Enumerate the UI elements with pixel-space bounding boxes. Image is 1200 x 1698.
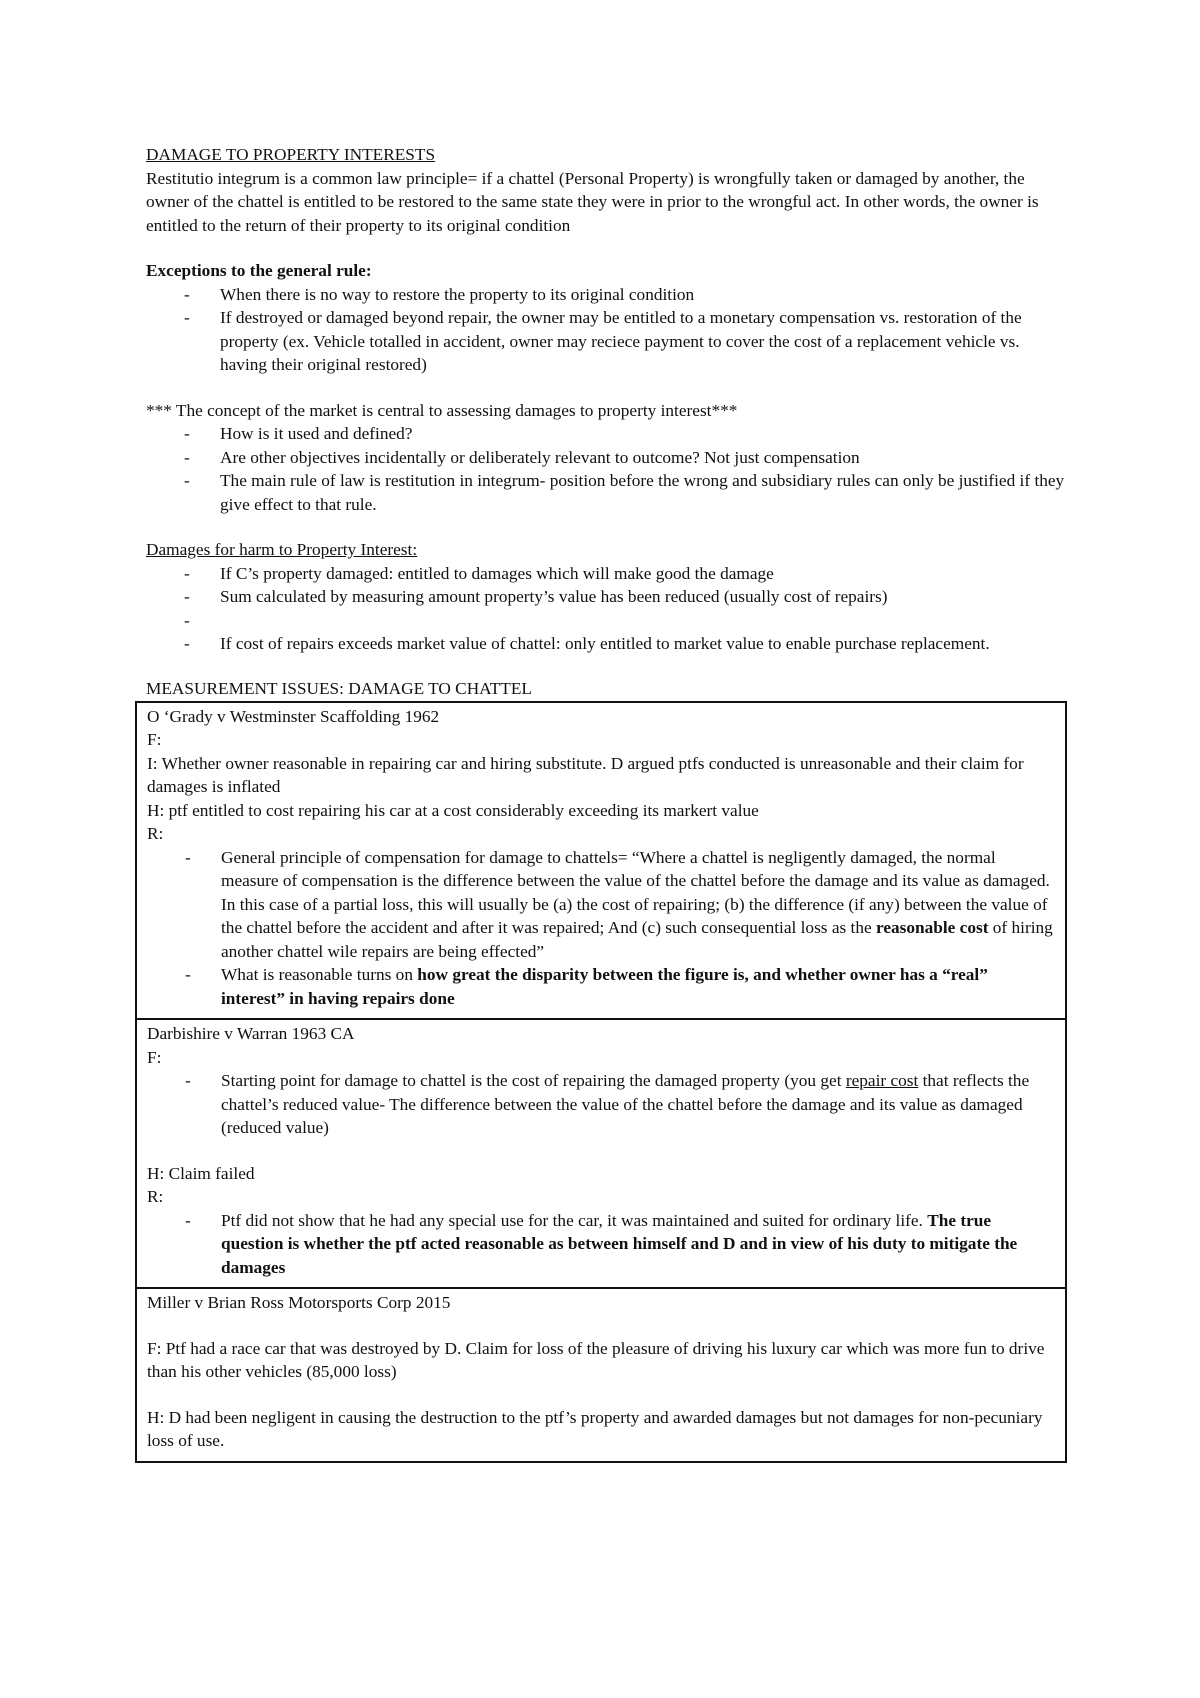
- blank-line: [146, 609, 1066, 632]
- list-item: - If C’s property damaged: entitled to damages which will make good the damage: [146, 562, 1066, 586]
- case-holding: H: ptf entitled to cost repairing his car at a cost considerably exceeding its markert value: [147, 800, 759, 820]
- list-item: - If cost of repairs exceeds market value of chattel: only entitled to market value to enable purchase replacement.: [146, 632, 1066, 656]
- text-run: Ptf did not show that he had any special use for the car, it was maintained and suited for ordinary life.: [221, 1210, 928, 1230]
- text-run: General principle of compensation for damage to chattels= “Where a chattel is negligently damaged, the normal measure of compensation is the difference between the value of the chattel before the damage and its value as damaged. In this case of a partial loss, this will usually be (a) the cost of repairing; (b) the difference (if any) between the value of the chattel before the accident and after it was repaired; And (c) such consequential loss as the: [221, 847, 1050, 937]
- reasoning-list: [147, 846, 1055, 1011]
- case-facts: F: Ptf had a race car that was destroyed by D. Claim for loss of the pleasure of driving his luxury car which was more fun to drive than his other vehicles (85,000 loss): [147, 1338, 1045, 1381]
- facts-list: [147, 1069, 1055, 1140]
- exceptions-heading: Exceptions to the general rule:: [146, 261, 372, 280]
- case-facts: F:: [147, 730, 162, 749]
- harm-list: [146, 562, 1066, 656]
- underlined-run: repair cost: [845, 1071, 919, 1090]
- market-heading: *** The concept of the market is central to assessing damages to property interest***: [146, 400, 738, 420]
- bold-run: how great the disparity between the figure is, and whether owner has a “real” interest” in having repairs done: [221, 965, 988, 1008]
- case-issue: I: Whether owner reasonable in repairing car and hiring substitute. D argued ptfs conducted is unreasonable and their claim for damages is inflated: [147, 753, 1024, 796]
- case-title: Miller v Brian Ross Motorsports Corp 2015: [147, 1293, 451, 1312]
- list-item: - When there is no way to restore the property to its original condition: [146, 283, 1066, 307]
- text-run: of hiring another chattel wile repairs are being effected”: [221, 918, 1053, 961]
- case-darbishire: [137, 1020, 1065, 1289]
- list-item: - Are other objectives incidentally or deliberately relevant to outcome? Not just compensation: [146, 446, 1066, 470]
- case-holding: H: Claim failed: [147, 1163, 255, 1183]
- list-item: [147, 846, 1055, 964]
- list-item: [147, 1069, 1055, 1140]
- exceptions-list: [146, 283, 1066, 377]
- harm-heading: Damages for harm to Property Interest:: [146, 540, 418, 559]
- reasoning-list: [147, 1209, 1055, 1280]
- list-item: [147, 1209, 1055, 1280]
- list-item: - The main rule of law is restitution in integrum- position before the wrong and subsidiary rules can only be justified if they give effect to that rule.: [146, 469, 1066, 516]
- intro-paragraph: Restitutio integrum is a common law principle= if a chattel (Personal Property) is wrongfully taken or damaged by another, the owner of the chattel is entitled to be restored to the same state they were in prior to the wrongful act. In other words, the owner is entitled to the return of their property to its original condition: [146, 168, 1039, 235]
- case-title: Darbishire v Warran 1963 CA: [147, 1024, 355, 1043]
- market-list: [146, 422, 1066, 516]
- cases-table: [135, 701, 1067, 1463]
- text-run: Starting point for damage to chattel is the cost of repairing the damaged property (you get: [221, 1071, 846, 1090]
- bold-run: The true question is whether the ptf acted reasonable as between himself and D and in view of his duty to mitigate the damages: [221, 1210, 1018, 1277]
- document-body: [146, 143, 1066, 1463]
- case-miller: [137, 1289, 1065, 1461]
- list-item: - Sum calculated by measuring amount property’s value has been reduced (usually cost of repairs): [146, 585, 1066, 609]
- list-item: - If destroyed or damaged beyond repair, the owner may be entitled to a monetary compensation vs. restoration of the property (ex. Vehicle totalled in accident, owner may reciece payment to cover the cost of a replacement vehicle vs. having their original restored): [146, 306, 1066, 377]
- list-item: [147, 963, 1055, 1010]
- text-run: What is reasonable turns on: [221, 965, 418, 984]
- case-reasoning-label: R:: [147, 1187, 164, 1206]
- case-reasoning-label: R:: [147, 824, 164, 843]
- list-item: - How is it used and defined?: [146, 422, 1066, 446]
- bold-run: reasonable cost: [875, 918, 989, 937]
- case-title: O ‘Grady v Westminster Scaffolding 1962: [147, 706, 440, 726]
- case-facts: F:: [147, 1047, 162, 1067]
- text-run: that reflects the chattel’s reduced value- The difference between the value of the chattel before the damage and its value as damaged (reduced value): [221, 1071, 1030, 1137]
- page-title: DAMAGE TO PROPERTY INTERESTS: [146, 145, 436, 164]
- case-holding: H: D had been negligent in causing the destruction to the ptf’s property and awarded damages but not damages for non-pecuniary loss of use.: [147, 1407, 1043, 1450]
- measurement-heading: MEASUREMENT ISSUES: DAMAGE TO CHATTEL: [146, 679, 532, 698]
- case-ogrady: [137, 703, 1065, 1021]
